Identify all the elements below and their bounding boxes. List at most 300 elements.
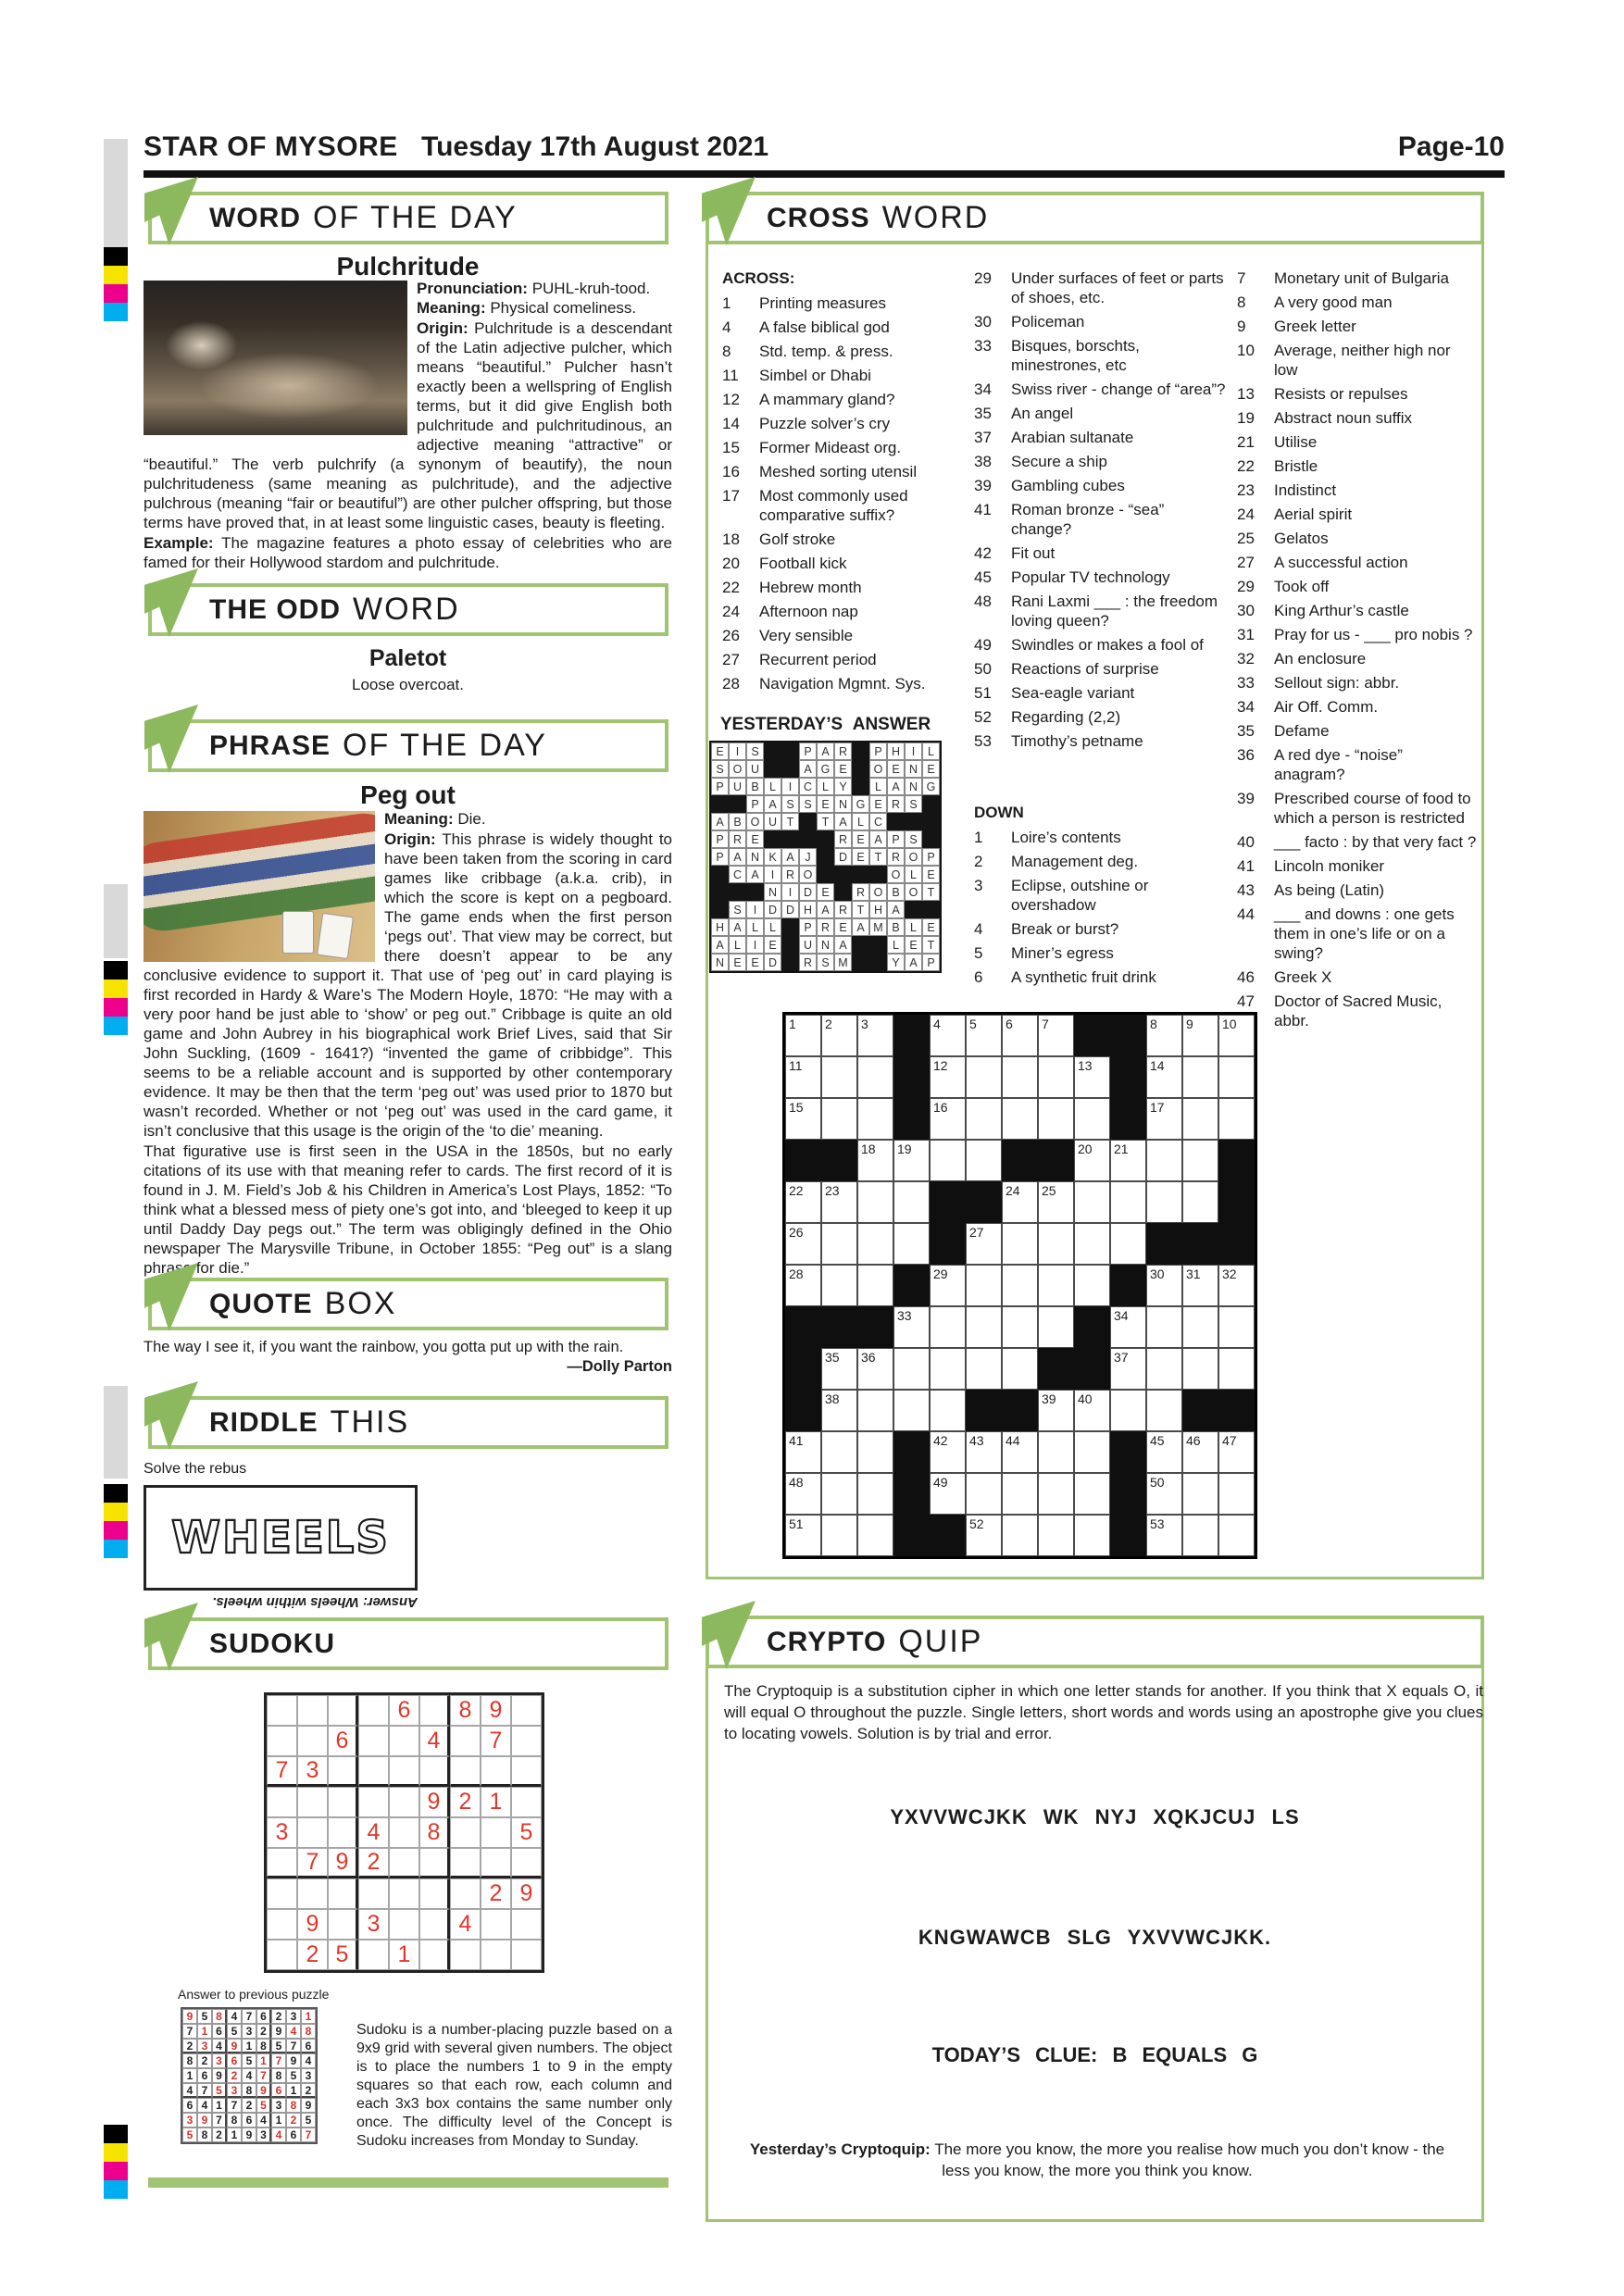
sudoku-answer-cell: 8	[301, 2024, 316, 2039]
sudoku-answer-cell: 6	[242, 2113, 256, 2128]
answer-grid-cell: T	[922, 936, 940, 954]
sudoku-answer-cell: 1	[286, 2083, 301, 2098]
sudoku-answer-grid	[181, 2007, 318, 2144]
sudoku-cell	[450, 1848, 481, 1878]
crossword-clue: 30 Policeman	[974, 313, 1085, 331]
answer-grid-cell	[852, 954, 869, 971]
crossword-cell: 43	[966, 1431, 1002, 1473]
sudoku-answer-cell: 7	[301, 2128, 316, 2142]
sudoku-answer-cell: 6	[286, 2128, 301, 2142]
crossword-cell	[1146, 1140, 1182, 1181]
crossword-cell: 2	[821, 1015, 857, 1056]
sudoku-answer-cell: 8	[271, 2068, 286, 2083]
answer-grid-cell: A	[817, 742, 834, 760]
crossword-cell: 45	[1146, 1431, 1182, 1473]
crossword-cell	[785, 1390, 821, 1431]
crossword-cell: 16	[930, 1098, 966, 1140]
crossword-cell	[1074, 1223, 1110, 1265]
crossword-cell	[966, 1056, 1002, 1098]
answer-grid-cell	[869, 936, 887, 954]
answer-grid-cell: S	[905, 795, 922, 813]
crossword-title-light: WORD	[881, 200, 990, 235]
sudoku-cell: 3	[267, 1817, 297, 1848]
crossword-clue: 29 Under surfaces of feet or parts of shoes, etc.	[974, 269, 1224, 306]
sudoku-cell	[328, 1909, 358, 1940]
corner-flag-icon	[144, 568, 198, 637]
sudoku-answer-label: Answer to previous puzzle	[178, 1987, 330, 2002]
crossword-clue: 52 Regarding (2,2)	[974, 708, 1121, 726]
registration-yellow-square	[104, 2143, 128, 2162]
crossword-cell: 27	[966, 1223, 1002, 1265]
sudoku-cell: 8	[450, 1695, 481, 1726]
crossword-cell: 42	[930, 1431, 966, 1473]
answer-grid-cell: L	[817, 778, 834, 795]
answer-grid-cell: E	[922, 866, 940, 883]
answer-grid-cell: D	[764, 901, 781, 918]
registration-yellow-square	[104, 980, 128, 998]
answer-grid-cell: I	[905, 742, 922, 760]
sudoku-title-strong: SUDOKU	[209, 1628, 336, 1659]
answer-grid-cell: S	[711, 760, 729, 778]
answer-grid-cell	[781, 830, 799, 848]
sudoku-cell	[419, 1878, 450, 1909]
crossword-cell	[1074, 1306, 1110, 1348]
crossword-cell	[930, 1348, 966, 1390]
crossword-clue: 41 Lincoln moniker	[1237, 857, 1385, 875]
answer-grid-cell: L	[905, 866, 922, 883]
crossword-clue: 39 Prescribed course of food to which a person is restricted	[1237, 790, 1471, 827]
sudoku-header	[148, 1617, 668, 1670]
sudoku-cell	[358, 1726, 389, 1756]
crossword-cell: 6	[1002, 1015, 1038, 1056]
answer-grid-cell	[905, 901, 922, 918]
sudoku-answer-cell: 9	[286, 2053, 301, 2068]
answer-grid-cell: O	[869, 760, 887, 778]
crossword-clue: 19 Abstract noun suffix	[1237, 409, 1412, 427]
crossword-cell	[1002, 1056, 1038, 1098]
corner-flag-icon	[144, 1603, 198, 1671]
crossword-cell: 23	[821, 1181, 857, 1223]
answer-grid-cell	[922, 830, 940, 848]
answer-grid-cell: C	[729, 866, 746, 883]
answer-grid-cell	[764, 760, 781, 778]
sudoku-cell	[358, 1878, 389, 1909]
crossword-clue: 14 Puzzle solver’s cry	[722, 415, 891, 432]
clue-list-label: DOWN	[974, 804, 1024, 821]
corner-flag-icon	[144, 1381, 198, 1450]
sudoku-cell	[297, 1695, 328, 1726]
answer-grid-cell: E	[746, 954, 764, 971]
cryptoquip-title-strong: CRYPTO	[767, 1626, 887, 1657]
answer-grid-cell: B	[746, 778, 764, 795]
answer-grid-cell: L	[869, 778, 887, 795]
registration-yellow-square	[104, 1503, 128, 1521]
crossword-cell	[966, 1306, 1002, 1348]
crossword-cell	[857, 1473, 893, 1515]
crossword-clue: 44 ___ and downs : one gets them in one’s life or on a swing?	[1237, 905, 1455, 962]
crossword-cell	[1038, 1515, 1074, 1556]
paper-title: STAR OF MYSORE	[144, 131, 398, 162]
crossword-cell: 39	[1038, 1390, 1074, 1431]
sudoku-cell: 1	[389, 1940, 419, 1970]
sudoku-cell	[450, 1817, 481, 1848]
crossword-cell	[1110, 1015, 1146, 1056]
crossword-cell	[1110, 1390, 1146, 1431]
crossword-clue: 37 Arabian sultanate	[974, 429, 1134, 446]
sudoku-answer-cell: 6	[256, 2009, 271, 2024]
registration-yellow-square	[104, 266, 128, 284]
sudoku-answer-cell: 1	[212, 2098, 227, 2113]
crossword-clue: 34 Air Off. Comm.	[1237, 698, 1379, 716]
answer-grid-cell: R	[834, 830, 852, 848]
crossword-cell	[821, 1515, 857, 1556]
answer-grid-cell: B	[729, 813, 746, 830]
answer-grid-cell	[887, 813, 905, 830]
sudoku-cell: 3	[297, 1756, 328, 1787]
odd-word-header	[148, 583, 668, 636]
masthead-rule	[144, 170, 1505, 178]
corner-flag-icon	[702, 177, 756, 245]
sudoku-cell	[328, 1878, 358, 1909]
origin-paragraph: Origin: Pulchritude is a descendant of the Latin adjective pulcher, which means “beautiful.” Pulcher hasn’t exactly been a wellspring of English terms, but it did give English both pulchritude and pulchritudinous, an adjective meaning “attractive” or “beautiful.” The verb pulchrify (a synonym of beautify), the noun pulchritudeness (same meaning as pulchritude), and the adjective pulchrous (meaning “fair or beautiful”) are other pulcher offspring, but those terms have proved that, in at least some linguistic cases, beauty is fleeting.	[144, 319, 672, 531]
crossword-cell	[1146, 1223, 1182, 1265]
sudoku-cell	[297, 1817, 328, 1848]
crossword-cell: 37	[1110, 1348, 1146, 1390]
crossword-clue: 4 Break or burst?	[974, 920, 1119, 938]
sudoku-cell	[328, 1695, 358, 1726]
crossword-cell	[1074, 1181, 1110, 1223]
registration-black-square	[104, 247, 128, 266]
crossword-cell: 51	[785, 1515, 821, 1556]
answer-grid-cell: L	[746, 918, 764, 936]
sudoku-answer-cell: 4	[242, 2068, 256, 2083]
answer-grid-cell: I	[781, 778, 799, 795]
answer-grid-cell: T	[922, 883, 940, 901]
sudoku-cell	[267, 1878, 297, 1909]
sudoku-cell	[358, 1695, 389, 1726]
crossword-cell	[821, 1306, 857, 1348]
answer-grid-cell: E	[764, 936, 781, 954]
sudoku-answer-cell: 8	[256, 2039, 271, 2053]
answer-grid-cell: S	[781, 795, 799, 813]
crossword-clue: 31 Pray for us - ___ pro nobis ?	[1237, 626, 1473, 643]
answer-grid-cell	[852, 778, 869, 795]
answer-grid-cell: A	[746, 866, 764, 883]
crossword-clue: 35 Defame	[1237, 722, 1330, 740]
sudoku-cell	[389, 1817, 419, 1848]
answer-grid-cell: U	[746, 760, 764, 778]
registration-magenta-square	[104, 284, 128, 303]
crossword-clue: 20 Football kick	[722, 555, 847, 572]
answer-grid-cell: S	[729, 901, 746, 918]
answer-grid-cell: T	[869, 848, 887, 866]
sudoku-answer-cell: 2	[271, 2009, 286, 2024]
answer-grid-cell: P	[887, 830, 905, 848]
crossword-clue: 16 Meshed sorting utensil	[722, 463, 918, 480]
sudoku-cell: 5	[328, 1940, 358, 1970]
sudoku-answer-cell: 8	[227, 2113, 242, 2128]
answer-grid-cell: O	[869, 883, 887, 901]
crossword-cell: 36	[857, 1348, 893, 1390]
corner-flag-icon	[702, 1601, 756, 1669]
phrase-title-light: OF THE DAY	[343, 728, 547, 763]
registration-gray-bar	[104, 1386, 128, 1479]
sudoku-answer-cell: 3	[301, 2068, 316, 2083]
answer-grid-cell: O	[905, 848, 922, 866]
crossword-cell	[1182, 1348, 1218, 1390]
answer-grid-cell: G	[922, 778, 940, 795]
sudoku-answer-cell: 4	[271, 2128, 286, 2142]
answer-grid-cell: U	[799, 936, 817, 954]
phrase-of-day-body	[144, 809, 672, 1279]
crossword-cell	[893, 1265, 930, 1306]
crossword-clue: 22 Hebrew month	[722, 579, 862, 596]
word-of-day-header	[148, 192, 668, 244]
crossword-cell	[1110, 1265, 1146, 1306]
sudoku-cell	[389, 1848, 419, 1878]
sudoku-cell: 3	[358, 1909, 389, 1940]
answer-grid-cell: G	[852, 795, 869, 813]
phrase-title-strong: PHRASE	[209, 730, 331, 761]
sudoku-cell	[511, 1695, 542, 1726]
answer-grid-cell: E	[817, 883, 834, 901]
crossword-cell	[893, 1181, 930, 1223]
crossword-cell: 30	[1146, 1265, 1182, 1306]
crossword-cell: 7	[1038, 1015, 1074, 1056]
crossword-cell	[821, 1265, 857, 1306]
answer-grid-cell: U	[729, 778, 746, 795]
answer-grid-cell: A	[834, 936, 852, 954]
answer-grid-cell: E	[834, 918, 852, 936]
sudoku-answer-cell: 1	[301, 2009, 316, 2024]
crossword-clue: 48 Rani Laxmi ___ : the freedom loving queen?	[974, 593, 1218, 630]
sudoku-answer-cell: 2	[301, 2083, 316, 2098]
crossword-cell	[1038, 1140, 1074, 1181]
sudoku-cell	[481, 1756, 511, 1787]
sudoku-answer-cell: 8	[242, 2083, 256, 2098]
sudoku-cell	[297, 1726, 328, 1756]
answer-grid-cell	[922, 813, 940, 830]
crossword-cell	[930, 1181, 966, 1223]
crossword-cell	[893, 1098, 930, 1140]
sudoku-answer-cell: 3	[182, 2113, 197, 2128]
crossword-clue: 53 Timothy’s petname	[974, 732, 1143, 750]
crossword-clue: 4 A false biblical god	[722, 318, 890, 336]
sudoku-answer-cell: 2	[256, 2024, 271, 2039]
answer-grid-cell	[711, 795, 729, 813]
answer-grid-cell: O	[905, 883, 922, 901]
crossword-clue: 22 Bristle	[1237, 457, 1318, 475]
sudoku-cell: 9	[328, 1848, 358, 1878]
sudoku-answer-cell: 7	[197, 2083, 212, 2098]
pulchritude-photo	[144, 281, 407, 435]
yesterdays-answer-grid	[709, 741, 942, 973]
crossword-cell: 40	[1074, 1390, 1110, 1431]
crossword-cell	[930, 1223, 966, 1265]
cryptoquip-title-light: QUIP	[898, 1624, 983, 1659]
crossword-clue: 12 A mammary gland?	[722, 391, 895, 408]
sudoku-answer-cell: 2	[286, 2113, 301, 2128]
answer-grid-cell	[729, 795, 746, 813]
sudoku-answer-cell: 9	[227, 2039, 242, 2053]
crossword-clue: 9 Greek letter	[1237, 318, 1356, 335]
crossword-cell	[1074, 1348, 1110, 1390]
answer-grid-cell: E	[817, 795, 834, 813]
crossword-cell: 20	[1074, 1140, 1110, 1181]
issue-date: Tuesday 17th August 2021	[421, 131, 769, 162]
crossword-cell	[857, 1056, 893, 1098]
crossword-cell: 15	[785, 1098, 821, 1140]
crossword-cell: 28	[785, 1265, 821, 1306]
crossword-cell	[857, 1223, 893, 1265]
crossword-cell: 8	[1146, 1015, 1182, 1056]
sudoku-cell	[389, 1878, 419, 1909]
crossword-cell	[1038, 1348, 1074, 1390]
sudoku-answer-cell: 9	[182, 2009, 197, 2024]
answer-grid-cell: P	[711, 848, 729, 866]
crossword-cell: 17	[1146, 1098, 1182, 1140]
crossword-cell	[1218, 1098, 1255, 1140]
crossword-clue: 5 Miner’s egress	[974, 944, 1114, 962]
quote-text: The way I see it, if you want the rainbow, you gotta put up with the rain.	[144, 1339, 624, 1355]
answer-grid-cell: H	[887, 742, 905, 760]
sudoku-cell	[450, 1726, 481, 1756]
answer-grid-cell: A	[869, 830, 887, 848]
crossword-title-strong: CROSS	[767, 202, 870, 233]
answer-grid-cell: L	[764, 778, 781, 795]
crossword-cell	[893, 1390, 930, 1431]
crossword-cell	[1074, 1265, 1110, 1306]
sudoku-answer-cell: 7	[286, 2039, 301, 2053]
pronunciation-line: Pronunciation: PUHL-kruh-tood. Meaning: Physical comeliness.	[417, 280, 651, 317]
sudoku-answer-cell: 7	[182, 2024, 197, 2039]
odd-word-word: Paletot	[369, 645, 447, 671]
answer-grid-cell: A	[764, 795, 781, 813]
crossword-clue: 24 Aerial spirit	[1237, 505, 1353, 523]
answer-grid-cell: A	[834, 813, 852, 830]
answer-grid-cell: N	[834, 795, 852, 813]
registration-cyan-square	[104, 2180, 128, 2199]
registration-gray-bar	[104, 884, 128, 958]
crossword-clue: 8 Std. temp. & press.	[722, 343, 893, 360]
answer-grid-cell: U	[764, 813, 781, 830]
cryptoquip-clue: TODAY’S CLUE: B EQUALS G	[931, 2043, 1258, 2066]
answer-grid-cell: N	[711, 954, 729, 971]
answer-grid-cell	[746, 883, 764, 901]
answer-grid-cell: S	[746, 742, 764, 760]
crossword-cell	[857, 1098, 893, 1140]
crossword-cell	[857, 1265, 893, 1306]
crossword-cell	[966, 1181, 1002, 1223]
sudoku-grid	[264, 1692, 544, 1973]
answer-grid-cell: M	[869, 918, 887, 936]
rebus-box	[144, 1485, 418, 1591]
sudoku-answer-cell: 1	[182, 2068, 197, 2083]
answer-grid-cell: I	[764, 866, 781, 883]
sudoku-cell	[511, 1940, 542, 1970]
crossword-cell	[893, 1473, 930, 1515]
crossword-clue: 35 An angel	[974, 405, 1074, 422]
sudoku-cell	[481, 1940, 511, 1970]
answer-grid-cell: A	[729, 918, 746, 936]
answer-grid-cell: B	[887, 918, 905, 936]
registration-black-square	[104, 961, 128, 980]
sudoku-cell: 9	[419, 1787, 450, 1817]
crossword-clue: 18 Golf stroke	[722, 530, 836, 548]
crossword-cell	[857, 1515, 893, 1556]
answer-grid-cell	[729, 883, 746, 901]
answer-grid-cell: O	[729, 760, 746, 778]
sudoku-answer-cell: 1	[256, 2053, 271, 2068]
crossword-cell	[966, 1140, 1002, 1181]
answer-grid-cell	[852, 760, 869, 778]
odd-word-definition: Loose overcoat.	[352, 676, 464, 693]
crossword-cell	[1038, 1431, 1074, 1473]
crossword-cell: 13	[1074, 1056, 1110, 1098]
registration-black-square	[104, 1484, 128, 1503]
crossword-clue: 27 Recurrent period	[722, 651, 877, 668]
crossword-cell	[1038, 1306, 1074, 1348]
sudoku-answer-cell: 9	[197, 2113, 212, 2128]
crossword-cell	[1002, 1098, 1038, 1140]
sudoku-answer-cell: 2	[242, 2098, 256, 2113]
answer-grid-cell	[869, 954, 887, 971]
answer-grid-cell: E	[869, 795, 887, 813]
answer-grid-cell: G	[817, 760, 834, 778]
sudoku-answer-cell: 9	[242, 2128, 256, 2142]
sudoku-cell	[297, 1878, 328, 1909]
crossword-cell	[821, 1098, 857, 1140]
crossword-cell	[966, 1098, 1002, 1140]
crossword-cell	[966, 1390, 1002, 1431]
sudoku-cell	[358, 1940, 389, 1970]
sudoku-cell	[419, 1756, 450, 1787]
sudoku-cell	[358, 1787, 389, 1817]
corner-flag-icon	[144, 705, 198, 773]
answer-grid-cell	[817, 866, 834, 883]
crossword-cell: 38	[821, 1390, 857, 1431]
crossword-cell: 5	[966, 1015, 1002, 1056]
sudoku-cell	[267, 1848, 297, 1878]
answer-grid-cell	[869, 866, 887, 883]
crossword-clue: 21 Utilise	[1237, 433, 1318, 451]
sudoku-answer-cell: 9	[256, 2083, 271, 2098]
crossword-cell	[1110, 1223, 1146, 1265]
crossword-cell	[930, 1140, 966, 1181]
crossword-cell	[966, 1473, 1002, 1515]
answer-grid-cell: R	[781, 866, 799, 883]
sudoku-answer-cell: 1	[242, 2039, 256, 2053]
word-of-day-body	[144, 279, 672, 573]
crossword-cell	[1002, 1473, 1038, 1515]
sudoku-cell: 6	[389, 1695, 419, 1726]
crossword-cell	[1038, 1056, 1074, 1098]
sudoku-answer-cell: 3	[271, 2098, 286, 2113]
sudoku-cell	[389, 1756, 419, 1787]
sudoku-cell	[267, 1787, 297, 1817]
crossword-cell	[821, 1140, 857, 1181]
answer-grid-cell: L	[729, 936, 746, 954]
sudoku-cell: 9	[297, 1909, 328, 1940]
answer-grid-cell: S	[905, 830, 922, 848]
phrase-of-day-header	[148, 719, 668, 772]
sudoku-answer-cell: 8	[286, 2098, 301, 2113]
answer-grid-cell: N	[764, 883, 781, 901]
crossword-cell: 11	[785, 1056, 821, 1098]
answer-grid-cell: A	[781, 848, 799, 866]
answer-grid-cell: R	[834, 901, 852, 918]
sudoku-cell	[511, 1726, 542, 1756]
